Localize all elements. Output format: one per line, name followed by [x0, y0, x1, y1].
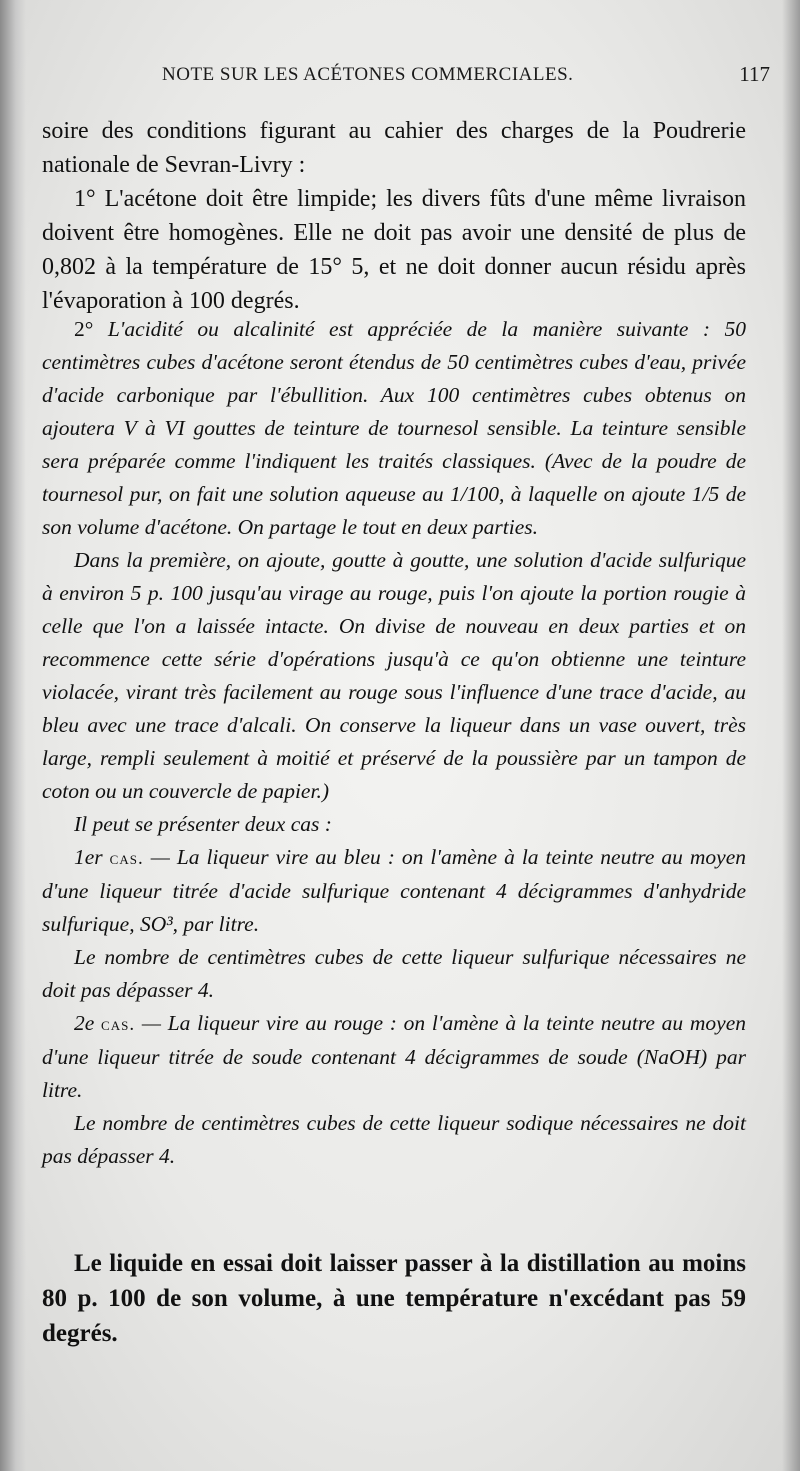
page-left-edge-shadow — [0, 0, 26, 1471]
paragraph-distillation: Le liquide en essai doit laisser passer à la distillation au moins 80 p. 100 de son volume, à une température n'excédant pas 59 degrés. — [42, 1250, 746, 1347]
paragraph-case-1 — [42, 841, 746, 941]
paragraph-first-part: Dans la première, on ajoute, goutte à goutte, une solution d'acide sulfurique à environ 5 p. 100 jusqu'au virage au rouge, puis l'on ajoute la portion rougie à celle que l'on a laissée intacte. On divise de nouveau en deux parties et on recommence cette série d'opérations jusqu'à ce qu'on obtienne une teinture violacée, virant très facilement au rouge sous l'influence d'une trace d'acide, au bleu avec une trace d'alcali. On conserve la liqueur dans un vase ouvert, très large, rempli seulement à moitié et préservé de la poussière par un tampon de coton ou un couvercle de papier.) — [42, 548, 746, 803]
case-2-word: cas. — [101, 1014, 136, 1035]
paragraph-point-1: 1° L'acétone doit être limpide; les divers fûts d'une même livraison doivent être homogènes. Elle ne doit pas avoir une densité de plus de 0,802 à la température de 15° 5, et ne doit donner aucun résidu après l'évaporation à 100 degrés. — [42, 186, 746, 314]
distillation-block — [42, 1246, 746, 1351]
case-2-label: 2e — [74, 1011, 95, 1035]
case-1-text: — La liqueur vire au bleu : on l'amène à la teinte neutre au moyen d'une liqueur titrée d'acide sulfurique contenant 4 décigrammes d'anhydride sulfurique, SO³, par litre. — [42, 845, 747, 936]
page-right-edge-shadow — [782, 0, 800, 1471]
page-number: 117 — [739, 62, 770, 86]
point-2-number: 2° — [74, 317, 94, 341]
case-2-text: — La liqueur vire au rouge : on l'amène à la teinte neutre au moyen d'une liqueur titrée de soude contenant 4 décigrammes de soude (NaOH) par litre. — [42, 1011, 747, 1102]
paragraph-case-2-limit: Le nombre de centimètres cubes de cette liqueur sodique nécessaires ne doit pas dépasser 4. — [42, 1111, 746, 1168]
paragraph-point-2 — [42, 313, 746, 544]
point-2-text: L'acidité ou alcalinité est appréciée de la manière suivante : 50 centimètres cubes d'acétone seront étendus de 50 centimètres cubes d'eau, privée d'acide carbonique par l'ébullition. Aux 100 centimètres cubes obtenus on ajoutera V à VI gouttes de teinture de tournesol sensible. La teinture sensible sera préparée comme l'indiquent les traités classiques. (Avec de la poudre de tournesol pur, on fait une solution aqueuse au 1/100, à laquelle on ajoute 1/5 de son volume d'acétone. On partage le tout en deux parties. — [42, 317, 747, 539]
case-1-word: cas. — [109, 848, 144, 869]
paragraph-case-1-limit: Le nombre de centimètres cubes de cette liqueur sulfurique nécessaires ne doit pas dépasser 4. — [42, 945, 746, 1002]
paragraph-two-cases: Il peut se présenter deux cas : — [74, 812, 332, 836]
paragraph-case-2 — [42, 1007, 746, 1107]
running-header: NOTE SUR LES ACÉTONES COMMERCIALES. — [162, 64, 574, 85]
case-1-label: 1er — [74, 845, 103, 869]
intro-block — [42, 114, 746, 318]
paragraph-intro: soire des conditions figurant au cahier des charges de la Poudrerie nationale de Sevran-Livry : — [42, 118, 746, 178]
italic-block — [42, 313, 746, 1173]
